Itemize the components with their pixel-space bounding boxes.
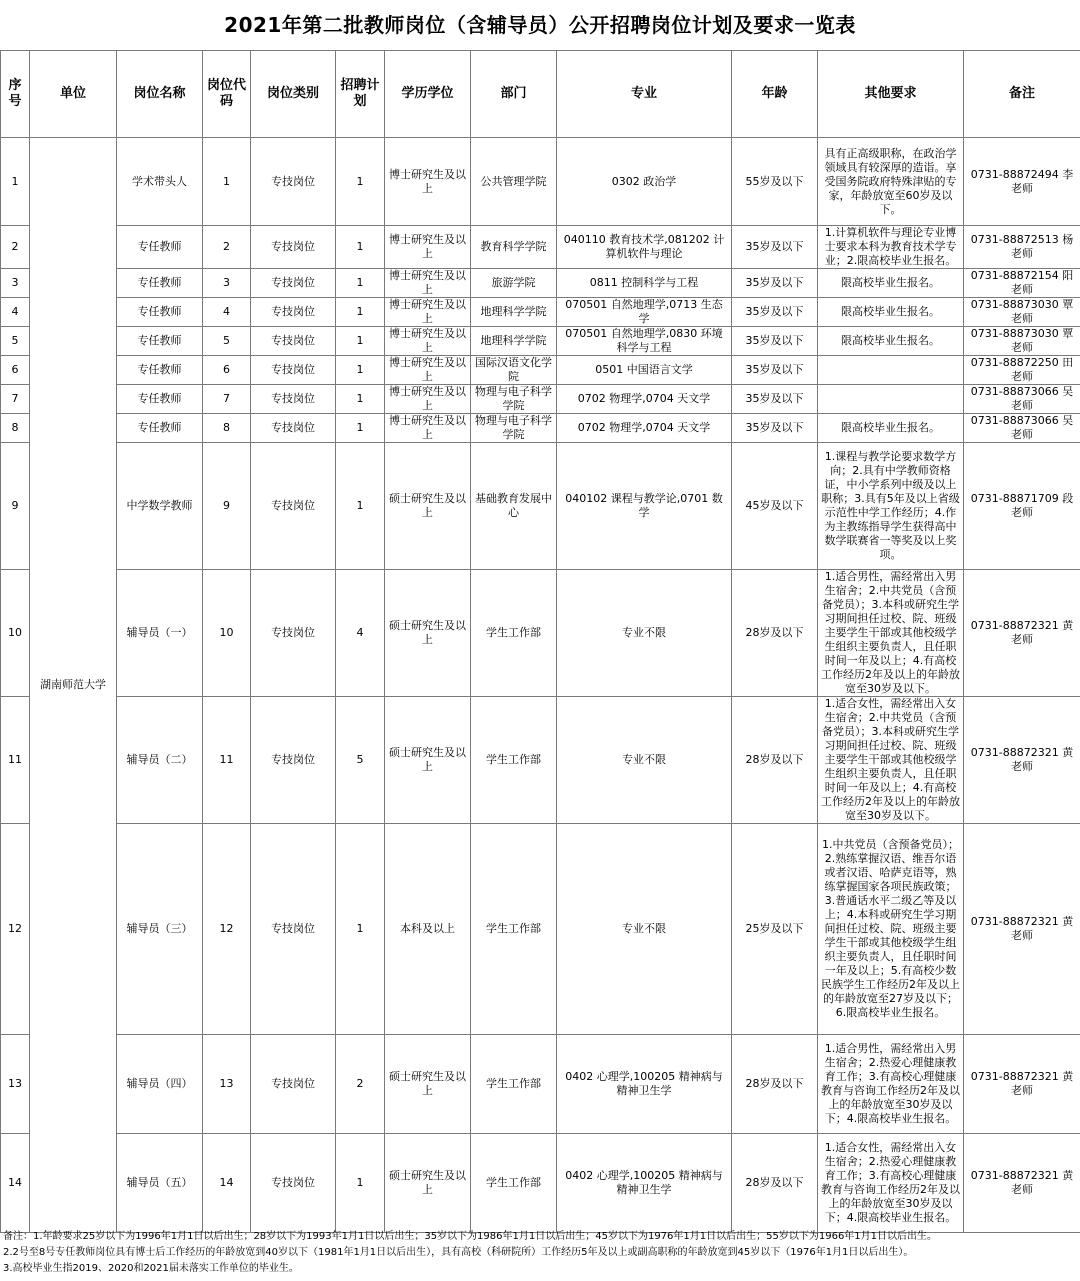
department: 物理与电子科学学院: [471, 414, 557, 443]
row-number: 10: [1, 570, 30, 697]
position-name: 中学数学教师: [117, 443, 203, 570]
other-requirements: 限高校毕业生报名。: [818, 269, 964, 298]
table-row: [1, 1134, 1080, 1233]
row-number: 7: [1, 385, 30, 414]
other-requirements: 1.课程与教学论要求数学方向；2.具有中学教师资格证，中小学系列中级及以上职称；3.具有5年及以上省级示范性中学工作经历；4.作为主教练指导学生获得高中数学联赛省一等奖及以上奖项。: [818, 443, 964, 570]
position-category: 专技岗位: [251, 443, 336, 570]
other-requirements: 限高校毕业生报名。: [818, 327, 964, 356]
remarks: 0731-88871709 段老师: [964, 443, 1080, 570]
major: 0811 控制科学与工程: [557, 269, 732, 298]
unit-cell: 湖南师范大学: [30, 138, 117, 1233]
table-row: [1, 269, 1080, 298]
footnote-1: 备注：1.年龄要求25岁以下为1996年1月1日以后出生；28岁以下为1993年1月1日以后出生；35岁以下为1986年1月1日以后出生；45岁以下为1976年1月1日以后出生；55岁以下为1966年1月1日以后出生。: [3, 1231, 938, 1242]
position-name: 专任教师: [117, 269, 203, 298]
row-number: 2: [1, 226, 30, 269]
other-requirements: 1.中共党员（含预备党员）；2.熟练掌握汉语、维吾尔语或者汉语、哈萨克语等，熟练掌握国家各项民族政策；3.普通话水平二级乙等及以上；4.本科或研究生学习期间担任过校、院、班级主要学生干部或其他校级学生组织主要负责人，且任职时间一年及以上；5.有高校少数民族学生工作经历2年及以上的年龄放宽至27岁及以下；6.限高校毕业生报名。: [818, 824, 964, 1035]
position-code: 10: [203, 570, 251, 697]
department: 学生工作部: [471, 1134, 557, 1233]
education: 硕士研究生及以上: [385, 1035, 471, 1134]
header-no: 序号: [1, 51, 30, 138]
remarks: 0731-88872154 阳老师: [964, 269, 1080, 298]
remarks: 0731-88873030 覃老师: [964, 298, 1080, 327]
table-row: [1, 298, 1080, 327]
position-code: 8: [203, 414, 251, 443]
table-row: [1, 414, 1080, 443]
position-name: 辅导员（五）: [117, 1134, 203, 1233]
header-plan: 招聘计划: [336, 51, 385, 138]
header-age: 年龄: [732, 51, 818, 138]
position-code: 14: [203, 1134, 251, 1233]
table-row: [1, 385, 1080, 414]
position-category: 专技岗位: [251, 1134, 336, 1233]
position-category: 专技岗位: [251, 226, 336, 269]
footnote-2: 2.2号至8号专任教师岗位具有博士后工作经历的年龄放宽到40岁以下（1981年1月1日以后出生），具有高校（科研院所）工作经历5年及以上或副高职称的年龄放宽到45岁以下（1976年1月1日以后出生）。: [3, 1247, 914, 1258]
hiring-plan: 1: [336, 824, 385, 1035]
education: 博士研究生及以上: [385, 138, 471, 226]
hiring-plan: 1: [336, 385, 385, 414]
department: 学生工作部: [471, 1035, 557, 1134]
department: 学生工作部: [471, 570, 557, 697]
major: 040110 教育技术学,081202 计算机软件与理论: [557, 226, 732, 269]
education: 博士研究生及以上: [385, 327, 471, 356]
row-number: 8: [1, 414, 30, 443]
position-code: 6: [203, 356, 251, 385]
position-name: 专任教师: [117, 226, 203, 269]
major: 070501 自然地理学,0830 环境科学与工程: [557, 327, 732, 356]
position-category: 专技岗位: [251, 298, 336, 327]
age-limit: 55岁及以下: [732, 138, 818, 226]
major: 0702 物理学,0704 天文学: [557, 414, 732, 443]
table-row: [1, 824, 1080, 1035]
department: 学生工作部: [471, 697, 557, 824]
department: 物理与电子科学学院: [471, 385, 557, 414]
age-limit: 28岁及以下: [732, 1035, 818, 1134]
remarks: 0731-88872494 李老师: [964, 138, 1080, 226]
table-row: [1, 327, 1080, 356]
major: 0501 中国语言文学: [557, 356, 732, 385]
major: 0702 物理学,0704 天文学: [557, 385, 732, 414]
hiring-plan: 1: [336, 1134, 385, 1233]
row-number: 3: [1, 269, 30, 298]
footnotes: [3, 1229, 1078, 1277]
major: 0302 政治学: [557, 138, 732, 226]
position-category: 专技岗位: [251, 356, 336, 385]
education: 博士研究生及以上: [385, 298, 471, 327]
table-row: [1, 226, 1080, 269]
header-row: [1, 51, 1080, 138]
position-category: 专技岗位: [251, 138, 336, 226]
table-row: [1, 138, 1080, 226]
remarks: 0731-88872321 黄老师: [964, 1035, 1080, 1134]
position-name: 专任教师: [117, 356, 203, 385]
position-name: 辅导员（三）: [117, 824, 203, 1035]
row-number: 9: [1, 443, 30, 570]
age-limit: 45岁及以下: [732, 443, 818, 570]
major: 070501 自然地理学,0713 生态学: [557, 298, 732, 327]
row-number: 14: [1, 1134, 30, 1233]
remarks: 0731-88872513 杨老师: [964, 226, 1080, 269]
position-code: 9: [203, 443, 251, 570]
education: 博士研究生及以上: [385, 385, 471, 414]
header-major: 专业: [557, 51, 732, 138]
major: 专业不限: [557, 697, 732, 824]
education: 硕士研究生及以上: [385, 697, 471, 824]
hiring-plan: 5: [336, 697, 385, 824]
major: 040102 课程与教学论,0701 数学: [557, 443, 732, 570]
hiring-plan: 2: [336, 1035, 385, 1134]
remarks: 0731-88873066 吴老师: [964, 414, 1080, 443]
other-requirements: 1.适合男性，需经常出入男生宿舍；2.热爱心理健康教育工作；3.有高校心理健康教育与咨询工作经历2年及以上的年龄放宽至30岁及以下；4.限高校毕业生报名。: [818, 1035, 964, 1134]
row-number: 4: [1, 298, 30, 327]
department: 地理科学学院: [471, 327, 557, 356]
position-category: 专技岗位: [251, 385, 336, 414]
position-name: 专任教师: [117, 414, 203, 443]
header-category: 岗位类别: [251, 51, 336, 138]
row-number: 6: [1, 356, 30, 385]
other-requirements: [818, 385, 964, 414]
remarks: 0731-88872250 田老师: [964, 356, 1080, 385]
other-requirements: [818, 356, 964, 385]
education: 博士研究生及以上: [385, 226, 471, 269]
position-code: 2: [203, 226, 251, 269]
position-code: 12: [203, 824, 251, 1035]
other-requirements: 限高校毕业生报名。: [818, 414, 964, 443]
other-requirements: 具有正高级职称，在政治学领域具有较深厚的造诣。享受国务院政府特殊津贴的专家，年龄放宽至60岁及以下。: [818, 138, 964, 226]
department: 国际汉语文化学院: [471, 356, 557, 385]
row-number: 13: [1, 1035, 30, 1134]
remarks: 0731-88873030 覃老师: [964, 327, 1080, 356]
position-category: 专技岗位: [251, 697, 336, 824]
age-limit: 25岁及以下: [732, 824, 818, 1035]
position-category: 专技岗位: [251, 1035, 336, 1134]
other-requirements: 1.适合女性，需经常出入女生宿舍；2.中共党员（含预备党员）；3.本科或研究生学习期间担任过校、院、班级主要学生干部或其他校级学生组织主要负责人，且任职时间一年及以上；4.有高校工作经历2年及以上的年龄放宽至30岁及以下。: [818, 697, 964, 824]
position-code: 13: [203, 1035, 251, 1134]
hiring-plan: 1: [336, 138, 385, 226]
footnote-3: 3.高校毕业生指2019、2020和2021届未落实工作单位的毕业生。: [3, 1263, 299, 1274]
department: 地理科学学院: [471, 298, 557, 327]
header-department: 部门: [471, 51, 557, 138]
position-code: 4: [203, 298, 251, 327]
hiring-plan: 1: [336, 226, 385, 269]
hiring-plan: 1: [336, 443, 385, 570]
major: 0402 心理学,100205 精神病与精神卫生学: [557, 1035, 732, 1134]
position-category: 专技岗位: [251, 269, 336, 298]
age-limit: 35岁及以下: [732, 226, 818, 269]
position-name: 专任教师: [117, 327, 203, 356]
position-category: 专技岗位: [251, 570, 336, 697]
position-category: 专技岗位: [251, 824, 336, 1035]
education: 博士研究生及以上: [385, 414, 471, 443]
education: 博士研究生及以上: [385, 269, 471, 298]
department: 基础教育发展中心: [471, 443, 557, 570]
hiring-plan: 1: [336, 414, 385, 443]
header-other: 其他要求: [818, 51, 964, 138]
position-name: 辅导员（一）: [117, 570, 203, 697]
position-code: 11: [203, 697, 251, 824]
position-name: 专任教师: [117, 385, 203, 414]
position-name: 专任教师: [117, 298, 203, 327]
hiring-plan: 1: [336, 356, 385, 385]
position-category: 专技岗位: [251, 414, 336, 443]
department: 教育科学学院: [471, 226, 557, 269]
header-remarks: 备注: [964, 51, 1080, 138]
age-limit: 35岁及以下: [732, 385, 818, 414]
table-body: [1, 138, 1080, 1233]
hiring-plan: 1: [336, 298, 385, 327]
row-number: 11: [1, 697, 30, 824]
table-row: [1, 443, 1080, 570]
age-limit: 35岁及以下: [732, 269, 818, 298]
recruitment-table: [0, 50, 1080, 1233]
position-name: 辅导员（二）: [117, 697, 203, 824]
age-limit: 28岁及以下: [732, 1134, 818, 1233]
header-education: 学历学位: [385, 51, 471, 138]
remarks: 0731-88873066 吴老师: [964, 385, 1080, 414]
remarks: 0731-88872321 黄老师: [964, 697, 1080, 824]
position-code: 3: [203, 269, 251, 298]
major: 专业不限: [557, 824, 732, 1035]
education: 博士研究生及以上: [385, 356, 471, 385]
row-number: 1: [1, 138, 30, 226]
education: 硕士研究生及以上: [385, 443, 471, 570]
header-code: 岗位代码: [203, 51, 251, 138]
other-requirements: 1.适合女性，需经常出入女生宿舍；2.热爱心理健康教育工作；3.有高校心理健康教育与咨询工作经历2年及以上的年龄放宽至30岁及以下；4.限高校毕业生报名。: [818, 1134, 964, 1233]
table-row: [1, 1035, 1080, 1134]
table-row: [1, 356, 1080, 385]
education: 硕士研究生及以上: [385, 1134, 471, 1233]
age-limit: 28岁及以下: [732, 697, 818, 824]
position-category: 专技岗位: [251, 327, 336, 356]
hiring-plan: 4: [336, 570, 385, 697]
education: 本科及以上: [385, 824, 471, 1035]
position-name: 辅导员（四）: [117, 1035, 203, 1134]
position-code: 5: [203, 327, 251, 356]
hiring-plan: 1: [336, 327, 385, 356]
age-limit: 28岁及以下: [732, 570, 818, 697]
table-row: [1, 697, 1080, 824]
other-requirements: 限高校毕业生报名。: [818, 298, 964, 327]
age-limit: 35岁及以下: [732, 356, 818, 385]
age-limit: 35岁及以下: [732, 414, 818, 443]
page-title: 2021年第二批教师岗位（含辅导员）公开招聘岗位计划及要求一览表: [224, 13, 856, 37]
position-code: 1: [203, 138, 251, 226]
table-row: [1, 570, 1080, 697]
remarks: 0731-88872321 黄老师: [964, 570, 1080, 697]
major: 专业不限: [557, 570, 732, 697]
remarks: 0731-88872321 黄老师: [964, 824, 1080, 1035]
row-number: 12: [1, 824, 30, 1035]
department: 旅游学院: [471, 269, 557, 298]
header-unit: 单位: [30, 51, 117, 138]
row-number: 5: [1, 327, 30, 356]
other-requirements: 1.计算机软件与理论专业博士要求本科为教育技术学专业；2.限高校毕业生报名。: [818, 226, 964, 269]
department: 学生工作部: [471, 824, 557, 1035]
age-limit: 35岁及以下: [732, 327, 818, 356]
other-requirements: 1.适合男性，需经常出入男生宿舍；2.中共党员（含预备党员）；3.本科或研究生学习期间担任过校、院、班级主要学生干部或其他校级学生组织主要负责人，且任职时间一年及以上；4.有高校工作经历2年及以上的年龄放宽至30岁及以下。: [818, 570, 964, 697]
education: 硕士研究生及以上: [385, 570, 471, 697]
remarks: 0731-88872321 黄老师: [964, 1134, 1080, 1233]
position-name: 学术带头人: [117, 138, 203, 226]
header-position: 岗位名称: [117, 51, 203, 138]
age-limit: 35岁及以下: [732, 298, 818, 327]
department: 公共管理学院: [471, 138, 557, 226]
hiring-plan: 1: [336, 269, 385, 298]
major: 0402 心理学,100205 精神病与精神卫生学: [557, 1134, 732, 1233]
position-code: 7: [203, 385, 251, 414]
